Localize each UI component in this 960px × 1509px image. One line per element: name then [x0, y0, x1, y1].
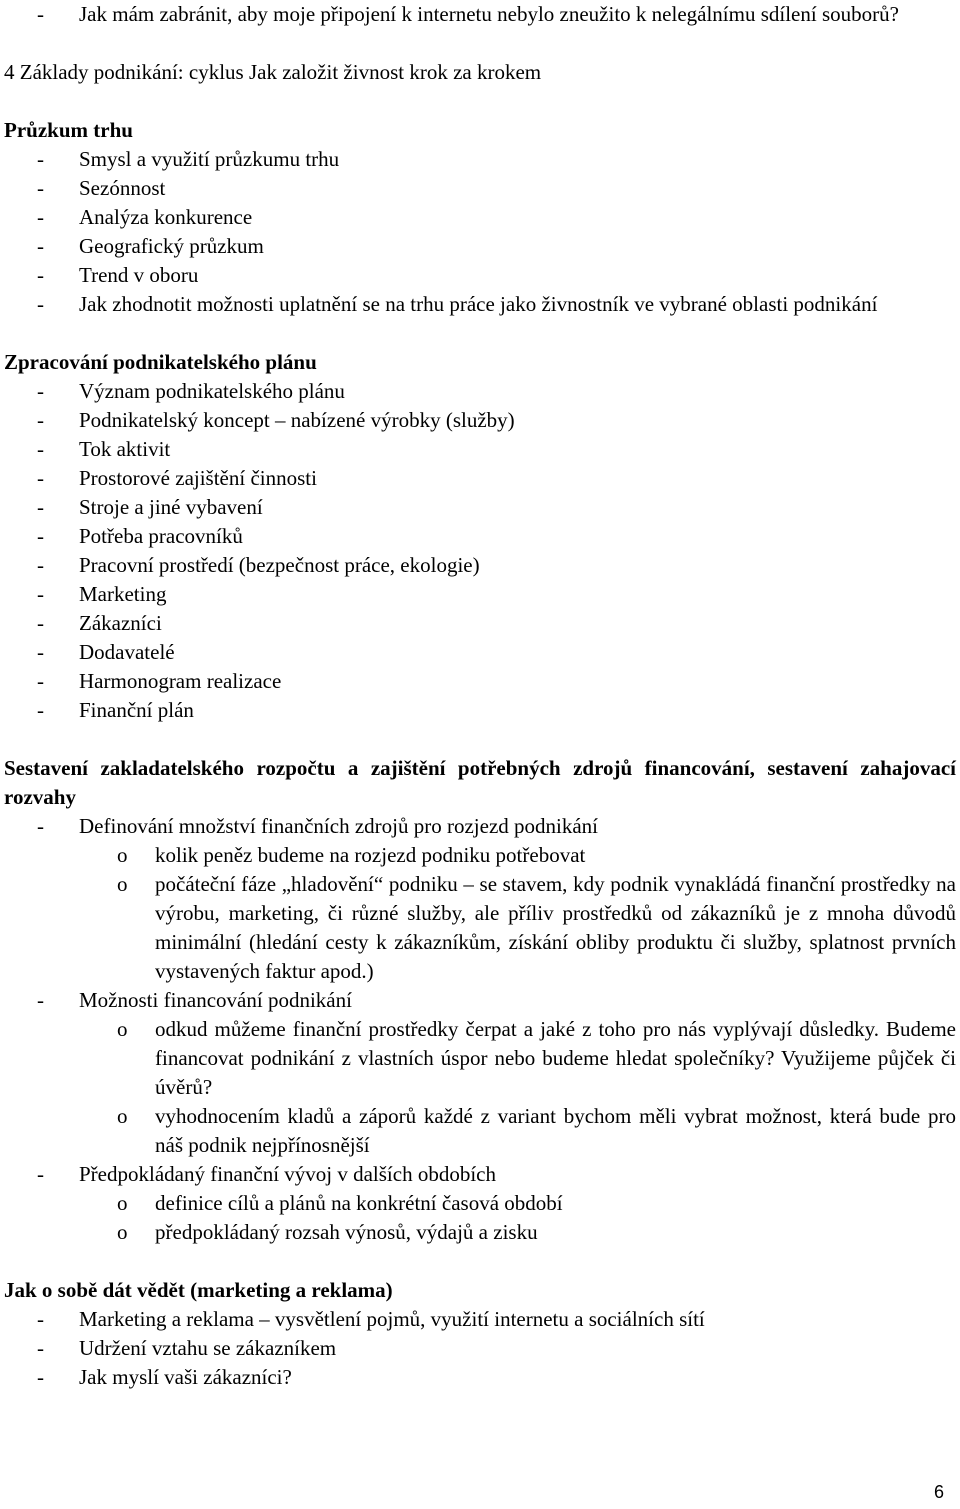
sub-item-text: vyhodnocením kladů a záporů každé z variant bychom měli vybrat možnost, která bude pro náš podnik nejpřínosnější — [155, 1104, 956, 1157]
dash-bullet: - — [37, 1336, 44, 1360]
item-text: Geografický průzkum — [79, 234, 264, 258]
sub-list-item — [4, 870, 956, 986]
sub-list-item — [4, 1218, 956, 1247]
item-text: Podnikatelský koncept – nabízené výrobky (služby) — [79, 408, 515, 432]
dash-bullet: - — [37, 263, 44, 287]
circle-bullet: o — [117, 872, 128, 896]
item-text: Trend v oboru — [79, 263, 199, 287]
dash-bullet: - — [37, 524, 44, 548]
list-item — [4, 232, 956, 261]
list-item — [4, 667, 956, 696]
circle-bullet: o — [117, 843, 128, 867]
dash-bullet: - — [37, 292, 44, 316]
section-heading: Jak o sobě dát vědět (marketing a reklama) — [4, 1278, 393, 1302]
list-item — [4, 580, 956, 609]
circle-bullet: o — [117, 1104, 128, 1128]
dash-bullet: - — [37, 147, 44, 171]
item-text: Zákazníci — [79, 611, 162, 635]
dash-bullet: - — [37, 669, 44, 693]
list-item — [4, 638, 956, 667]
document-page — [4, 0, 956, 1392]
section-budget-financing — [4, 754, 956, 1247]
item-text: Definování množství finančních zdrojů pro rozjezd podnikání — [79, 814, 599, 838]
list-item — [4, 1334, 956, 1363]
item-text: Udržení vztahu se zákazníkem — [79, 1336, 337, 1360]
list-item — [4, 986, 956, 1015]
section-market-research — [4, 116, 956, 319]
intro-item-text: Jak mám zabránit, aby moje připojení k internetu nebylo zneužito k nelegálnímu sdílení souborů? — [79, 2, 899, 26]
item-text: Předpokládaný finanční vývoj v dalších obdobích — [79, 1162, 496, 1186]
list-item — [4, 696, 956, 725]
circle-bullet: o — [117, 1191, 128, 1215]
item-text: Harmonogram realizace — [79, 669, 282, 693]
list-item — [4, 435, 956, 464]
list-item — [4, 1363, 956, 1392]
dash-bullet: - — [37, 495, 44, 519]
dash-bullet: - — [37, 814, 44, 838]
item-text: Jak myslí vaši zákazníci? — [79, 1365, 292, 1389]
section-heading: Sestavení zakladatelského rozpočtu a zajištění potřebných zdrojů financování, sestavení zahajovací rozvahy — [4, 756, 956, 809]
list-item — [4, 1305, 956, 1334]
section-heading: Průzkum trhu — [4, 118, 133, 142]
list-item — [4, 609, 956, 638]
sub-item-text: kolik peněz budeme na rozjezd podniku potřebovat — [155, 843, 586, 867]
list-item — [4, 145, 956, 174]
list-item — [4, 203, 956, 232]
dash-bullet: - — [37, 408, 44, 432]
list-item — [4, 464, 956, 493]
dash-bullet: - — [37, 205, 44, 229]
sub-list-item — [4, 1102, 956, 1160]
item-text: Prostorové zajištění činnosti — [79, 466, 317, 490]
dash-bullet: - — [37, 582, 44, 606]
item-text: Význam podnikatelského plánu — [79, 379, 345, 403]
section-heading: Zpracování podnikatelského plánu — [4, 350, 317, 374]
item-text: Jak zhodnotit možnosti uplatnění se na trhu práce jako živnostník ve vybrané oblasti podnikání — [79, 292, 878, 316]
item-text: Smysl a využití průzkumu trhu — [79, 147, 340, 171]
list-item — [4, 551, 956, 580]
sub-list-item — [4, 841, 956, 870]
sub-item-text: předpokládaný rozsah výnosů, výdajů a zisku — [155, 1220, 538, 1244]
dash-bullet: - — [37, 2, 44, 26]
dash-bullet: - — [37, 640, 44, 664]
sub-list-item — [4, 1015, 956, 1102]
list-item — [4, 493, 956, 522]
list-item — [4, 406, 956, 435]
section-marketing — [4, 1276, 956, 1392]
item-text: Možnosti financování podnikání — [79, 988, 352, 1012]
dash-bullet: - — [37, 988, 44, 1012]
item-text: Tok aktivit — [79, 437, 171, 461]
item-text: Analýza konkurence — [79, 205, 253, 229]
item-text: Sezónnost — [79, 176, 166, 200]
dash-bullet: - — [37, 437, 44, 461]
sub-list-item — [4, 1189, 956, 1218]
sub-item-text: definice cílů a plánů na konkrétní časová období — [155, 1191, 563, 1215]
list-item — [4, 377, 956, 406]
item-text: Finanční plán — [79, 698, 194, 722]
dash-bullet: - — [37, 176, 44, 200]
sub-item-text: počáteční fáze „hladovění“ podniku – se stavem, kdy podnik vynakládá finanční prostředky na výrobu, marketing, či různé služby, ale příliv prostředků od zákazníků je z mnoha důvodů minimální (hledání cesty k zákazníkům, získání obliby produktu či služby, splatnost prvních vystavených faktur apod.) — [155, 872, 956, 983]
list-item — [4, 1160, 956, 1189]
list-item — [4, 290, 956, 319]
dash-bullet: - — [37, 553, 44, 577]
list-item — [4, 522, 956, 551]
circle-bullet: o — [117, 1017, 128, 1041]
item-text: Dodavatelé — [79, 640, 175, 664]
list-item — [4, 812, 956, 841]
sub-item-text: odkud můžeme finanční prostředky čerpat a jaké z toho pro nás vyplývají důsledky. Budeme financovat podnikání z vlastních úspor nebo budeme hledat společníky? Využijeme půjček či úvěrů? — [155, 1017, 956, 1099]
dash-bullet: - — [37, 234, 44, 258]
list-item — [4, 261, 956, 290]
page-number: 6 — [933, 1482, 944, 1502]
chapter-title: 4 Základy podnikání: cyklus Jak založit živnost krok za krokem — [4, 60, 542, 84]
item-text: Stroje a jiné vybavení — [79, 495, 263, 519]
dash-bullet: - — [37, 611, 44, 635]
dash-bullet: - — [37, 1162, 44, 1186]
dash-bullet: - — [37, 379, 44, 403]
item-text: Marketing — [79, 582, 167, 606]
dash-bullet: - — [37, 1307, 44, 1331]
circle-bullet: o — [117, 1220, 128, 1244]
list-item — [4, 174, 956, 203]
dash-bullet: - — [37, 698, 44, 722]
item-text: Marketing a reklama – vysvětlení pojmů, využití internetu a sociálních sítí — [79, 1307, 705, 1331]
item-text: Pracovní prostředí (bezpečnost práce, ekologie) — [79, 553, 480, 577]
dash-bullet: - — [37, 1365, 44, 1389]
intro-list-item — [4, 0, 956, 29]
dash-bullet: - — [37, 466, 44, 490]
item-text: Potřeba pracovníků — [79, 524, 243, 548]
section-business-plan — [4, 348, 956, 725]
